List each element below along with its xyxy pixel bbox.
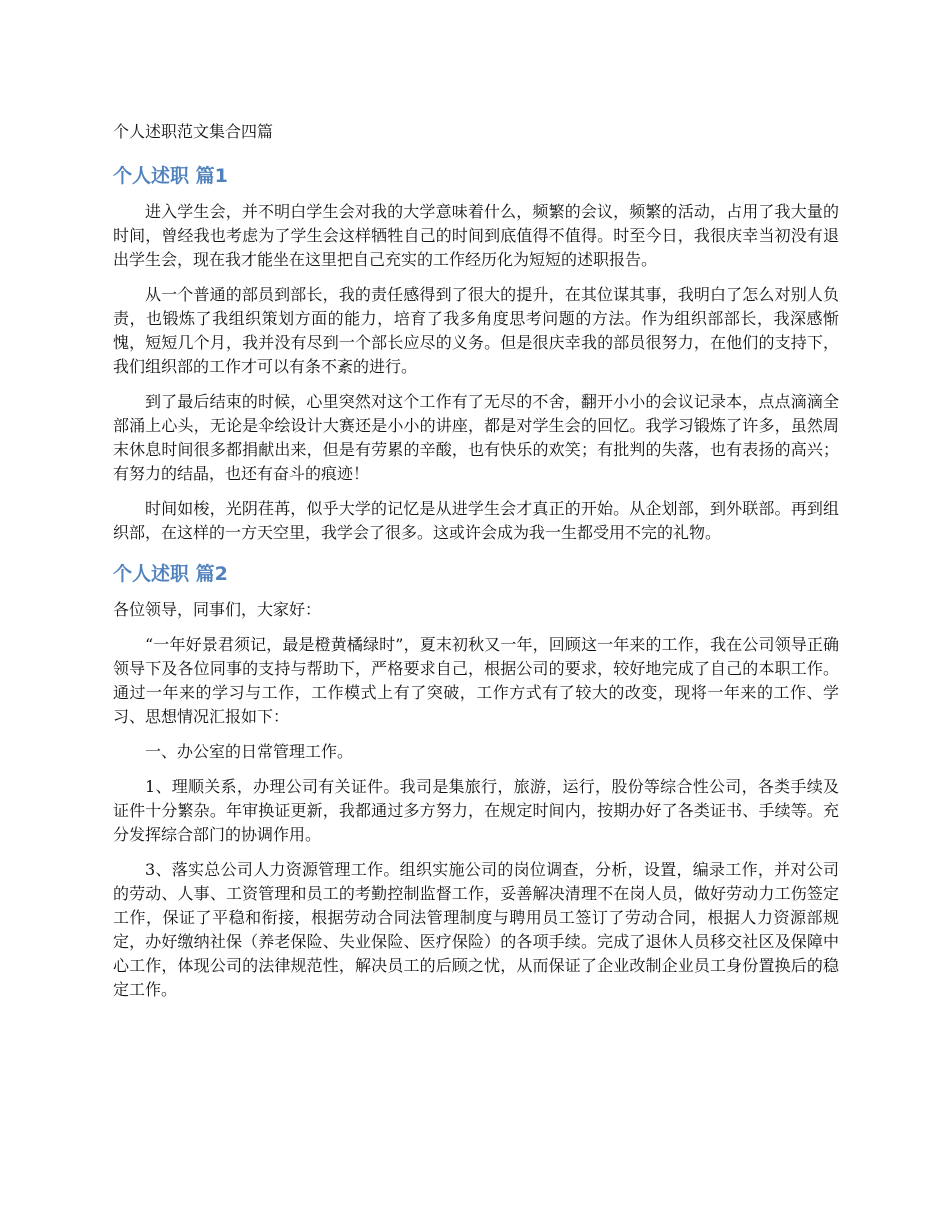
- section-heading: 个人述职 篇2: [113, 563, 228, 585]
- paragraph: 一、办公室的日常管理工作。: [145, 742, 354, 761]
- paragraph: 3、落实总公司人力资源管理工作。组织实施公司的岗位调查，分析，设置，编录工作，并对公司的劳动、人事、工资管理和员工的考勤控制监督工作，妥善解决清理不在岗人员，做好劳动力工伤签定工作，保证了平稳和衔接，根据劳动合同法管理制度与聘用员工签订了劳动合同，根据人力资源部规定，办好缴纳社保（养老保险、失业保险、医疗保险）的各项手续。完成了退休人员移交社区及保障中心工作，体现公司的法律规范性，解决员工的后顾之忧，从而保证了企业改制企业员工身份置换后的稳定工作。: [113, 860, 839, 999]
- paragraph: 到了最后结束的时候，心里突然对这个工作有了无尽的不舍，翻开小小的会议记录本，点点滴滴全部涌上心头，无论是伞绘设计大赛还是小小的讲座，都是对学生会的回忆。我学习锻炼了许多，虽然周末休息时间很多都捐献出来，但是有劳累的辛酸，也有快乐的欢笑；有批判的失落，也有表扬的高兴；有努力的结晶，也还有奋斗的痕迹！: [113, 392, 839, 483]
- paragraph: 从一个普通的部员到部长，我的责任感得到了很大的提升，在其位谋其事，我明白了怎么对别人负责，也锻炼了我组织策划方面的能力，培育了我多角度思考问题的方法。作为组织部部长，我深感惭愧，短短几个月，我并没有尽到一个部长应尽的义务。但是很庆幸我的部员很努力，在他们的支持下，我们组织部的工作才可以有条不紊的进行。: [113, 285, 839, 376]
- paragraph: 进入学生会，并不明白学生会对我的大学意味着什么，频繁的会议，频繁的活动，占用了我大量的时间，曾经我也考虑为了学生会这样牺牲自己的时间到底值得不值得。时至今日，我很庆幸当初没有退出学生会，现在我才能坐在这里把自己充实的工作经历化为短短的述职报告。: [113, 202, 839, 269]
- document-page: [113, 121, 839, 1013]
- document-title: 个人述职范文集合四篇: [113, 122, 274, 141]
- section-heading: 个人述职 篇1: [113, 165, 228, 187]
- section-2: [113, 561, 839, 1002]
- paragraph: “一年好景君须记，最是橙黄橘绿时”，夏末初秋又一年，回顾这一年来的工作，我在公司领导正确领导下及各位同事的支持与帮助下，严格要求自己，根据公司的要求，较好地完成了自己的本职工作。通过一年来的学习与工作，工作模式上有了突破，工作方式有了较大的改变，现将一年来的工作、学习、思想情况汇报如下：: [113, 635, 839, 726]
- paragraph: 1、理顺关系，办理公司有关证件。我司是集旅行，旅游，运行，股份等综合性公司，各类手续及证件十分繁杂。年审换证更新，我都通过多方努力，在规定时间内，按期办好了各类证书、手续等。充分发挥综合部门的协调作用。: [113, 777, 839, 844]
- greeting: 各位领导，同事们，大家好：: [113, 600, 322, 619]
- section-1: [113, 163, 839, 545]
- paragraph: 时间如梭，光阴荏苒，似乎大学的记忆是从进学生会才真正的开始。从企划部，到外联部。再到组织部，在这样的一方天空里，我学会了很多。这或许会成为我一生都受用不完的礼物。: [113, 499, 839, 542]
